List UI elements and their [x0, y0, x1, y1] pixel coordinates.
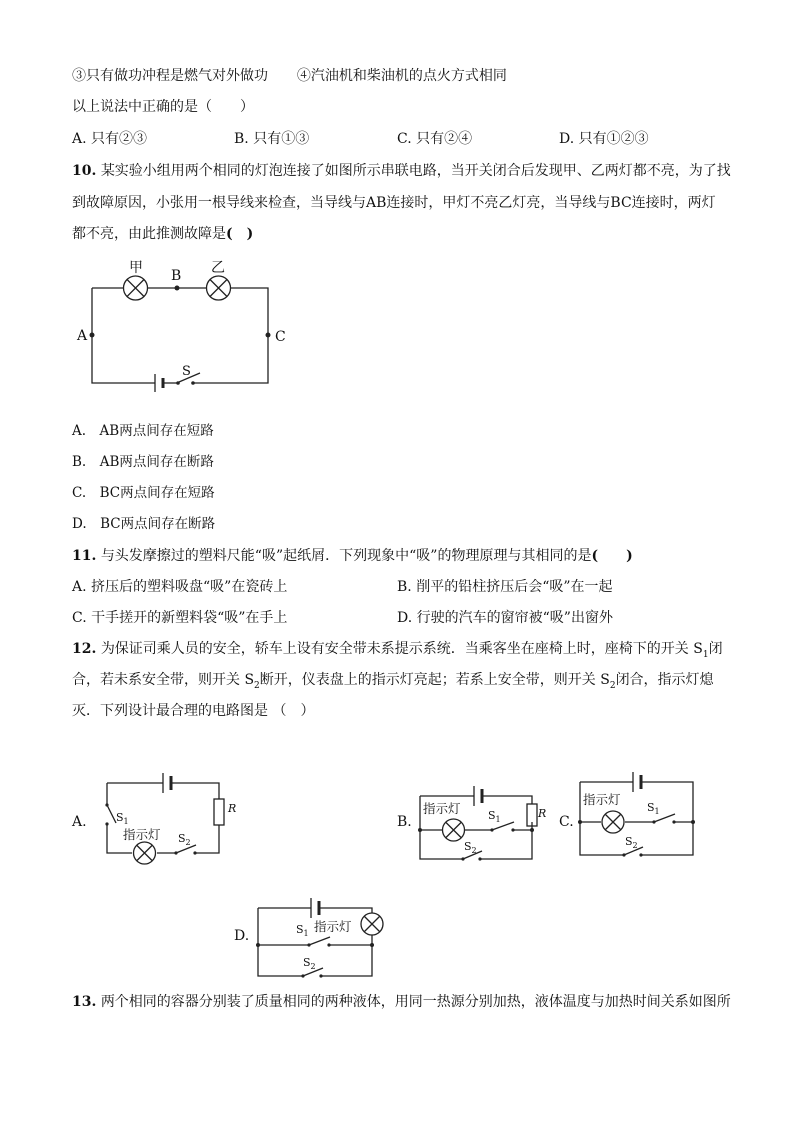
q9-option-a[interactable]: A. 只有②③ [72, 131, 148, 147]
q10-label-jia: 甲 [129, 260, 143, 276]
q11-answer-paren: ( ) [591, 548, 633, 564]
q9-statement-3: ③只有做功冲程是燃气对外做功 [72, 68, 268, 84]
q12-d-lamp-label: 指示灯 [314, 919, 352, 934]
q12-figure-d[interactable] [256, 898, 383, 978]
q12-text-3: 灭．下列设计最合理的电路图是 （ ） [72, 703, 315, 719]
q10-label-yi: 乙 [211, 260, 225, 276]
q12-c-lamp-label: 指示灯 [583, 792, 621, 807]
q11-option-b[interactable]: B. 削平的铅柱挤压后会“吸”在一起 [397, 579, 613, 595]
q12-label-d: D. [234, 928, 250, 944]
q12-text-2b: 断开，仪表盘上的指示灯亮起；若系上安全带，则开关 S [259, 672, 610, 688]
q12-b-lamp-label: 指示灯 [423, 801, 461, 816]
q10-label-a: A [77, 328, 88, 344]
q12-d-s2-label: $S_2$ [303, 956, 316, 971]
q11-option-a[interactable]: A. 挤压后的塑料吸盘“吸”在瓷砖上 [72, 579, 288, 595]
q10-option-d[interactable]: D. BC两点间存在断路 [72, 516, 216, 532]
q11-option-c[interactable]: C. 干手搓开的新塑料袋“吸”在手上 [72, 610, 288, 626]
q10-label-c: C [275, 329, 286, 345]
q10-label-s: S [182, 364, 191, 379]
q12-label-c: C. [559, 814, 574, 830]
q12-b-s1-label: $S_1$ [488, 809, 501, 824]
q10-text-3: 都不亮，由此推测故障是 [72, 226, 226, 242]
q10-number: 10. [72, 163, 97, 179]
q11-number: 11. [72, 548, 97, 564]
q10-option-a[interactable]: A. AB两点间存在短路 [72, 423, 214, 439]
q12-text-2a: 合，若未系安全带，则开关 S [72, 672, 255, 688]
q10-text-2: 到故障原因，小张用一根导线来检查，当导线与AB连接时，甲灯不亮乙灯亮，当导线与BC连接时，两灯 [72, 195, 716, 211]
q9-option-c[interactable]: C. 只有②④ [397, 131, 473, 147]
q12-sub-1: 1 [702, 649, 709, 660]
q12-c-s2-label: $S_2$ [625, 835, 638, 850]
q12-b-resistor-label: R [538, 807, 547, 820]
q9-prompt: 以上说法中正确的是（ ） [72, 99, 254, 115]
q12-text-2c: 闭合，指示灯熄 [615, 672, 714, 688]
q10-option-c[interactable]: C. BC两点间存在短路 [72, 485, 215, 501]
q12-b-s2-label: $S_2$ [464, 840, 477, 855]
q12-label-b: B. [397, 814, 412, 830]
q12-text-1a: 为保证司乘人员的安全，轿车上设有安全带未系提示系统．当乘客坐在座椅上时，座椅下的开关 S [100, 641, 703, 657]
q12-text-1b: 闭 [708, 641, 723, 657]
q12-a-s1-label: $S_1$ [116, 811, 129, 826]
q11-text: 与头发摩擦过的塑料尺能“吸”起纸屑．下列现象中“吸”的物理原理与其相同的是 [100, 548, 592, 564]
q12-a-resistor-label: R [228, 802, 237, 815]
q12-a-lamp-label: 指示灯 [123, 827, 161, 842]
q12-sub-2a: 2 [254, 680, 260, 691]
q11-option-d[interactable]: D. 行驶的汽车的窗帘被“吸”出窗外 [397, 610, 613, 626]
q12-c-s1-label: $S_1$ [647, 801, 660, 816]
q13-text: 两个相同的容器分别装了质量相同的两种液体，用同一热源分别加热，液体温度与加热时间关系如图所 [100, 994, 731, 1010]
q9-option-b[interactable]: B. 只有①③ [234, 131, 310, 147]
q10-answer-paren: ( ) [226, 226, 254, 242]
q10-text-1: 某实验小组用两个相同的灯泡连接了如图所示串联电路，当开关闭合后发现甲、乙两灯都不亮，为了找 [100, 163, 731, 179]
q12-figure-b[interactable] [418, 786, 537, 861]
q9-option-d[interactable]: D. 只有①②③ [559, 131, 649, 147]
q9-statement-4: ④汽油机和柴油机的点火方式相同 [296, 68, 507, 84]
q12-number: 12. [72, 641, 97, 657]
q13-stem [72, 993, 731, 1011]
q10-label-b: B [171, 268, 182, 284]
q12-label-a: A. [72, 814, 87, 830]
q13-number: 13. [72, 994, 97, 1010]
q12-sub-2b: 2 [609, 680, 616, 691]
q12-a-s2-label: $S_2$ [178, 832, 191, 847]
q12-d-s1-label: $S_1$ [296, 923, 309, 938]
q10-option-b[interactable]: B. AB两点间存在断路 [72, 454, 214, 470]
